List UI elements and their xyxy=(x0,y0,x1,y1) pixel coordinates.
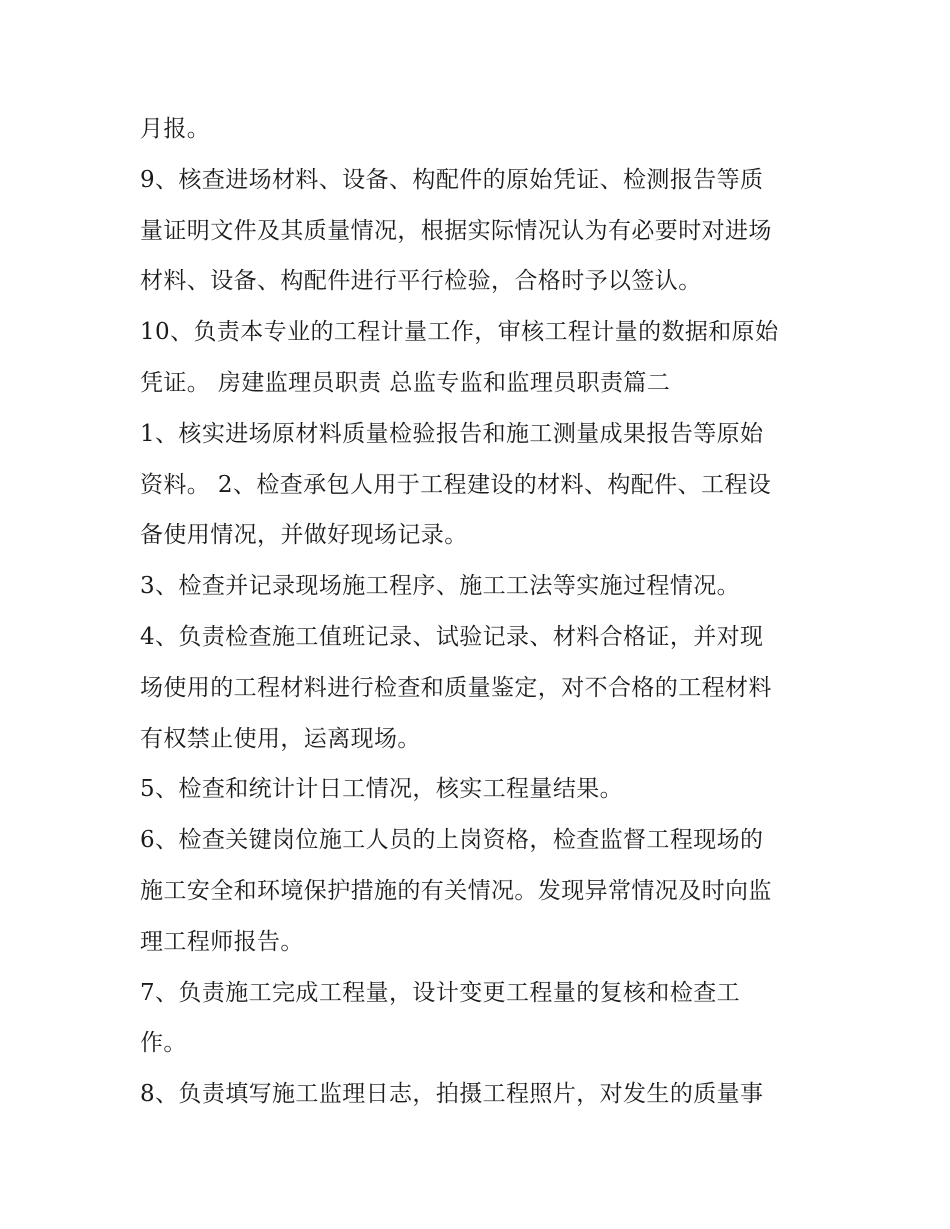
text-line: 月报。 xyxy=(140,116,211,142)
text-line: 7、负责施工完成工程量，设计变更工程量的复核和检查工 xyxy=(140,979,741,1006)
text-line: 材料、设备、构配件进行平行检验，合格时予以签认。 xyxy=(140,268,702,295)
text-line: 6、检查关键岗位施工人员的上岗资格，检查监督工程现场的 xyxy=(140,827,764,854)
text-line: 5、检查和统计计日工情况，核实工程量结果。 xyxy=(140,776,624,803)
text-line: 理工程师报告。 xyxy=(140,928,304,955)
text-line: 有权禁止使用，运离现场。 xyxy=(140,725,421,752)
text-line: 8、负责填写施工监理日志，拍摄工程照片，对发生的质量事 xyxy=(140,1081,764,1108)
text-line: 3、检查并记录现场施工程序、施工工法等实施过程情况。 xyxy=(140,573,741,600)
text-line: 施工安全和环境保护措施的有关情况。发现异常情况及时向监 xyxy=(140,877,772,904)
text-line: 资料。 2、检查承包人用于工程建设的材料、构配件、工程设 xyxy=(140,471,772,498)
text-line: 10、负责本专业的工程计量工作，审核工程计量的数据和原始 xyxy=(140,319,779,346)
text-line: 备使用情况，并做好现场记录。 xyxy=(140,522,468,549)
text-line: 4、负责检查施工值班记录、试验记录、材料合格证，并对现 xyxy=(140,623,764,650)
text-line: 作。 xyxy=(140,1030,187,1057)
document-body xyxy=(140,104,820,1120)
text-line: 凭证。 房建监理员职责 总监专监和监理员职责篇二 xyxy=(140,369,671,396)
text-line: 场使用的工程材料进行检查和质量鉴定，对不合格的工程材料 xyxy=(140,674,772,701)
text-line: 1、核实进场原材料质量检验报告和施工测量成果报告等原始 xyxy=(140,420,764,447)
text-line: 量证明文件及其质量情况，根据实际情况认为有必要时对进场 xyxy=(140,217,772,244)
text-line: 9、核查进场材料、设备、构配件的原始凭证、检测报告等质 xyxy=(140,166,764,193)
